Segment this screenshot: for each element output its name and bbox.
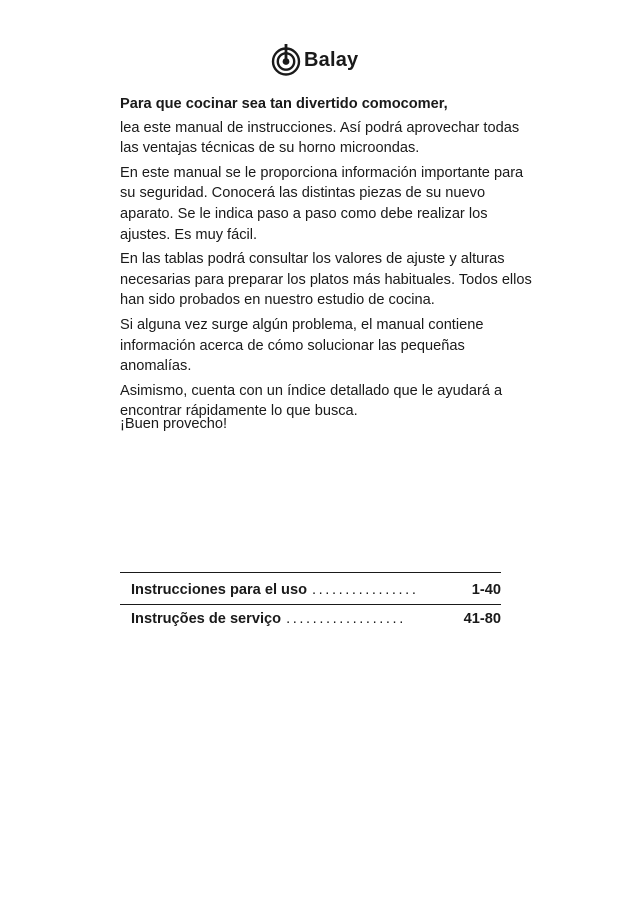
intro-paragraph: Asimismo, cuenta con un índice detallado que le ayudará a encontrar rápidamente lo que busca. [120,382,503,420]
closing-text: ¡Buen provecho! [120,416,228,432]
brand-name: Balay [304,49,359,71]
intro-text [120,94,540,426]
toc-entry-label: Instruções de serviço [131,611,282,627]
toc-entry-label: Instrucciones para el uso [131,582,307,598]
toc-entry-portuguese[interactable] [120,605,501,633]
intro-heading: Para que cocinar sea tan divertido comocomer, [120,96,448,112]
intro-paragraph: En este manual se le proporciona información importante para su seguridad. Conocerá las distintas piezas de su nuevo aparato. Se le indica paso a paso como debe realizar los ajustes. Es muy fácil. [120,164,524,243]
intro-paragraph: lea este manual de instrucciones. Así podrá aprovechar todas las ventajas técnicas de su horno microondas. [120,119,520,157]
toc-leader-dots: .................. [286,611,406,627]
intro-paragraph: Si alguna vez surge algún problema, el manual contiene información acerca de cómo solucionar las pequeñas anomalías. [120,316,484,375]
toc-entry-pages: 1-40 [471,582,501,598]
toc-entry-pages: 41-80 [463,611,501,627]
balay-logo-icon [271,44,301,76]
table-of-contents [120,572,501,633]
intro-paragraph: En las tablas podrá consultar los valores de ajuste y alturas necesarias para preparar los platos más habituales. Todos ellos han sido probados en nuestro estudio de cocina. [120,251,532,309]
toc-leader-dots: ................ [312,582,419,598]
brand-logo [271,44,358,76]
toc-entry-spanish[interactable] [120,576,501,605]
